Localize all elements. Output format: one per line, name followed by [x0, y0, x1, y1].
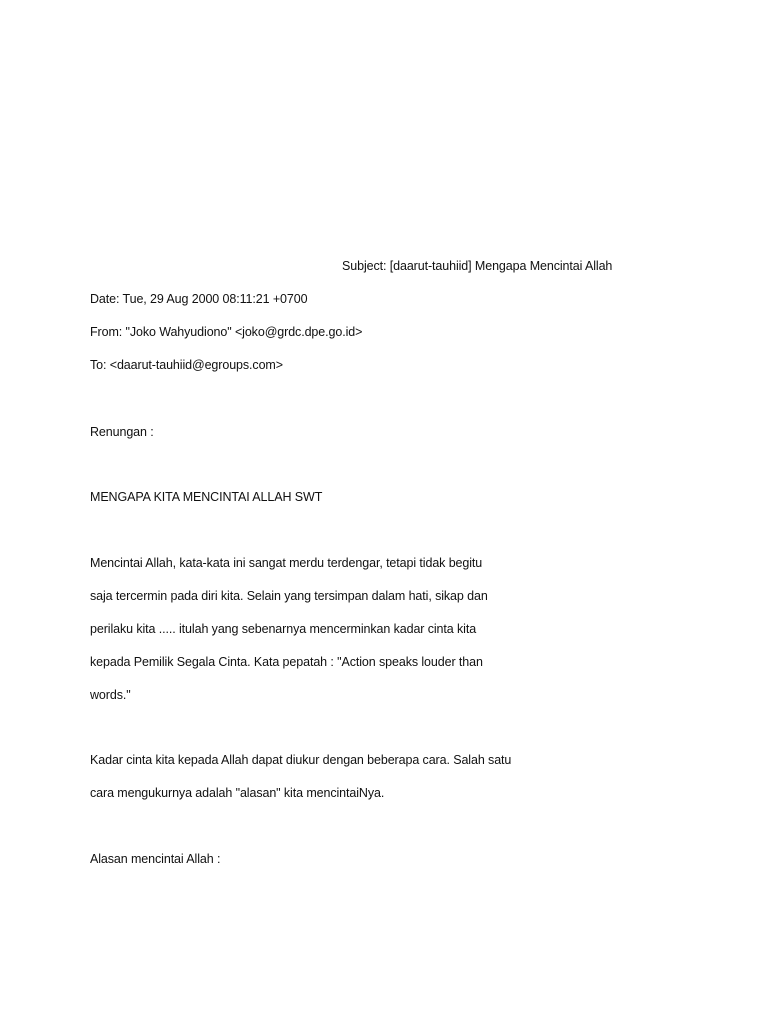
paragraph-1-line: perilaku kita ..... itulah yang sebenarnya mencerminkan kadar cinta kita: [90, 622, 477, 636]
email-to: To: <daarut-tauhiid@egroups.com>: [90, 358, 283, 372]
paragraph-1-line: Mencintai Allah, kata-kata ini sangat merdu terdengar, tetapi tidak begitu: [90, 556, 483, 570]
email-from: From: "Joko Wahyudiono" <joko@grdc.dpe.go.id>: [90, 325, 363, 339]
paragraph-1-line: kepada Pemilik Segala Cinta. Kata pepatah : "Action speaks louder than: [90, 655, 483, 669]
paragraph-2-line: cara mengukurnya adalah "alasan" kita mencintaiNya.: [90, 786, 385, 800]
paragraph-1-line: saja tercermin pada diri kita. Selain yang tersimpan dalam hati, sikap dan: [90, 589, 488, 603]
section-label-renungan: Renungan :: [90, 425, 154, 439]
email-date: Date: Tue, 29 Aug 2000 08:11:21 +0700: [90, 292, 308, 306]
section-label-alasan: Alasan mencintai Allah :: [90, 852, 221, 866]
email-subject: Subject: [daarut-tauhiid] Mengapa Mencintai Allah: [342, 259, 613, 273]
article-heading: MENGAPA KITA MENCINTAI ALLAH SWT: [90, 490, 323, 504]
paragraph-2-line: Kadar cinta kita kepada Allah dapat diukur dengan beberapa cara. Salah satu: [90, 753, 512, 767]
paragraph-1-line: words.": [90, 688, 131, 702]
